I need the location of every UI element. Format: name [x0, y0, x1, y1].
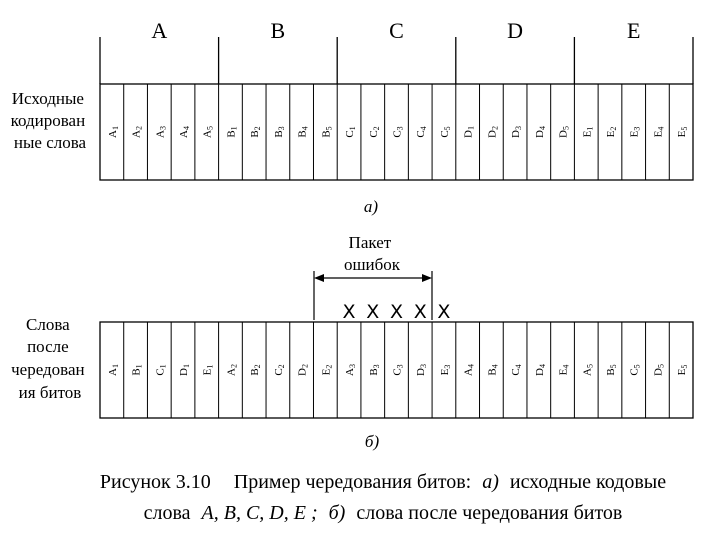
row-a-cell-label	[178, 126, 191, 138]
row-a-cell-label	[320, 126, 333, 137]
row-a-cell-letter: D	[510, 130, 523, 138]
row-a-cell-label	[581, 127, 594, 138]
row-b-cell-index: 3	[371, 364, 381, 369]
row-a-cell-letter: E	[676, 130, 689, 138]
row-b-cell-index: 4	[537, 364, 547, 369]
row-b-cell-letter: A	[462, 368, 475, 376]
row-a-cell-label	[463, 126, 476, 138]
row-a-cell-letter: D	[557, 130, 570, 138]
row-a-cell-letter: C	[391, 130, 404, 138]
row-b-cell-index: 2	[253, 364, 263, 369]
row-b-cell-letter: D	[415, 368, 428, 376]
row-b-cell-letter: E	[320, 368, 333, 376]
row-a-cell-label	[392, 126, 405, 137]
row-b-cell-label	[344, 364, 357, 376]
row-b-cell-letter: B	[130, 368, 143, 376]
caption-text-1a: Пример чередования битов:	[233, 471, 472, 493]
row-b-cell-label	[605, 364, 618, 375]
row-b-label-line1: Слова	[26, 315, 70, 334]
row-a-label-line1: Исходные	[11, 89, 84, 108]
row-a-cell-label	[154, 126, 167, 138]
row-a-cell-letter: A	[201, 130, 214, 138]
row-b-cell-label	[154, 364, 167, 375]
row-b-cell-label	[486, 364, 499, 375]
caption-text-2c: б)	[328, 502, 346, 524]
row-a-cell-index: 5	[205, 126, 215, 131]
row-b-cell-letter: A	[344, 368, 357, 376]
row-b-cell-index: 5	[632, 364, 642, 369]
row-a-cell-letter: A	[106, 130, 119, 138]
row-b-cell-letter: D	[652, 368, 665, 376]
row-b-cell-label	[558, 365, 571, 376]
row-a-cell-index: 1	[585, 126, 595, 131]
row-b-cell-label	[676, 365, 689, 376]
row-a-cell-index: 1	[110, 126, 120, 131]
panel-a	[11, 18, 693, 216]
row-a-cell-index: 3	[632, 126, 642, 131]
row-b-cell-label	[249, 364, 262, 375]
row-a-cell-index: 2	[608, 126, 618, 131]
row-b-cell-letter: D	[296, 368, 309, 376]
error-mark: X	[389, 301, 404, 323]
row-a-cell-index: 3	[395, 126, 405, 131]
row-b-cell-label	[629, 364, 642, 375]
row-b-cell-index: 2	[229, 364, 239, 369]
row-b-cell-index: 4	[466, 364, 476, 369]
error-mark: X	[413, 301, 427, 323]
row-a-cell-label	[676, 127, 689, 138]
row-a-cell-letter: E	[628, 130, 641, 138]
row-a-cell-letter: A	[178, 130, 191, 138]
row-b-cell-letter: A	[106, 368, 119, 376]
row-a-cell-index: 4	[300, 126, 310, 131]
row-a-cell-label	[510, 126, 523, 138]
row-a-cell-index: 1	[229, 126, 239, 131]
row-a-cell-label	[225, 126, 238, 137]
row-b-cell-letter: E	[557, 368, 570, 376]
caption-text-1c: исходные кодовые	[509, 471, 667, 493]
row-b-cell-index: 2	[324, 364, 334, 369]
row-a-cell-index: 2	[371, 126, 381, 131]
row-b-cell-label	[297, 364, 310, 376]
row-b-cell-index: 2	[276, 364, 286, 369]
row-a-cell-index: 1	[466, 126, 476, 131]
panel-b-caption: б)	[364, 432, 380, 451]
row-b-cell-letter: B	[604, 368, 617, 376]
row-a-label-line2: кодирован	[10, 111, 86, 130]
row-b-cell-letter: D	[533, 368, 546, 376]
row-a-cell-letter: B	[225, 130, 238, 138]
row-a-cell-letter: E	[581, 130, 594, 138]
row-a-cell-index: 5	[442, 126, 452, 131]
row-a-cell-letter: B	[249, 130, 262, 138]
row-b-cell-letter: B	[367, 368, 380, 376]
row-b-cell-label	[415, 364, 428, 376]
error-mark: X	[342, 301, 356, 323]
row-b-cell-label	[320, 365, 333, 376]
row-a-cell-index: 4	[182, 126, 192, 131]
row-b-cell-label	[652, 364, 665, 376]
row-a-cell-label	[368, 126, 381, 137]
row-b-cell-index: 5	[608, 364, 618, 369]
row-a-cell-letter: D	[533, 130, 546, 138]
row-b-cell-index: 2	[300, 364, 310, 369]
row-b-cell-letter: D	[178, 368, 191, 376]
row-b-cell-index: 5	[656, 364, 666, 369]
row-a-cell-label	[415, 126, 428, 137]
row-a-cell-index: 3	[158, 126, 168, 131]
row-a-cell-letter: E	[652, 130, 665, 138]
group-letter: A	[151, 18, 168, 43]
row-a-cell-letter: B	[296, 130, 309, 138]
row-a-cell-label	[297, 126, 310, 137]
row-b-cell-letter: B	[486, 368, 499, 376]
row-a-cell-index: 5	[324, 126, 334, 131]
group-letter: E	[626, 18, 641, 43]
row-a-cell-label	[131, 126, 144, 138]
group-letter: C	[389, 18, 404, 43]
row-b-cell-index: 1	[134, 364, 144, 369]
row-b-cell-label	[202, 365, 215, 376]
row-b-cell-label	[273, 364, 286, 375]
row-b-cell-index: 1	[182, 364, 192, 369]
row-b-cell-letter: C	[154, 368, 167, 376]
row-a-cell-label	[107, 126, 120, 138]
row-b-cell-index: 5	[680, 364, 690, 369]
row-b-cell-index: 1	[158, 364, 168, 369]
caption-text-2d: слова после чередования битов	[356, 502, 623, 524]
caption-text-2a: слова	[143, 502, 191, 524]
row-b-cell-letter: C	[272, 368, 285, 376]
row-b-cell-letter: E	[438, 368, 451, 376]
row-b-cell-index: 4	[561, 364, 571, 369]
row-b-cell-label	[534, 364, 547, 376]
burst-label-line2: ошибок	[343, 255, 401, 274]
burst-label	[344, 233, 401, 274]
row-b-cell-label	[392, 364, 405, 375]
row-b-cell-letter: A	[225, 368, 238, 376]
row-b-cell-index: 3	[442, 364, 452, 369]
burst-label-line1: Пакет	[348, 233, 392, 252]
row-a-cell-index: 4	[419, 126, 429, 131]
row-a-cell-letter: E	[604, 130, 617, 138]
row-a-cell-index: 1	[348, 126, 358, 131]
row-a-cell-index: 4	[537, 126, 547, 131]
row-a-cell-index: 5	[561, 126, 571, 131]
row-a-cell-label	[486, 126, 499, 138]
row-a-cell-label	[605, 127, 618, 138]
row-a-cell-index: 3	[514, 126, 524, 131]
group-letter: B	[270, 18, 286, 43]
row-b-cell-label	[368, 364, 381, 375]
row-a-cell-label	[273, 126, 286, 137]
row-a-label-line3: ные слова	[13, 133, 87, 152]
row-a-cell-label	[558, 126, 571, 138]
row-b-cell-letter: E	[676, 368, 689, 376]
row-a-cell-index: 2	[253, 126, 263, 131]
figure-caption-line1	[100, 471, 666, 493]
error-mark: X	[437, 301, 451, 323]
row-b-cell-letter: C	[391, 368, 404, 376]
row-a-cell-letter: C	[344, 130, 357, 138]
row-a-cell-label	[534, 126, 547, 138]
row-a-cell-letter: C	[367, 130, 380, 138]
row-a-cell-letter: D	[486, 130, 499, 138]
row-b-cell-index: 4	[514, 364, 524, 369]
row-b-cell-index: 3	[395, 364, 405, 369]
row-b-cell-index: 3	[348, 364, 358, 369]
row-a-cell-letter: D	[462, 130, 475, 138]
group-letter: D	[507, 18, 524, 43]
row-a-cell-index: 2	[490, 126, 500, 131]
row-a-cell-label	[344, 126, 357, 137]
row-b-cell-label	[510, 364, 523, 375]
row-b-cell-label	[439, 365, 452, 376]
figure-caption-line2	[144, 502, 623, 524]
row-a-cell-letter: B	[272, 130, 285, 138]
row-b-cell-index: 5	[585, 364, 595, 369]
panel-a-caption: a)	[363, 197, 379, 216]
row-b-cell-index: 1	[110, 364, 120, 369]
row-a-cell-label	[249, 126, 262, 137]
caption-text-1b: а)	[482, 471, 499, 493]
row-a-cell-letter: C	[438, 130, 451, 138]
row-a-cell-letter: C	[415, 130, 428, 138]
row-b-cell-label	[581, 364, 594, 376]
row-a-cell-label	[202, 126, 215, 138]
row-b-cell-index: 1	[205, 364, 215, 369]
figure-number: Рисунок 3.10	[99, 471, 211, 493]
row-b-cell-label	[131, 364, 144, 375]
row-b-cell-letter: A	[581, 368, 594, 376]
row-a-cell-index: 5	[680, 126, 690, 131]
row-b-cell-label	[107, 364, 120, 376]
row-a-cell-index: 2	[134, 126, 144, 131]
row-a-cell-label	[439, 126, 452, 137]
row-b-label	[11, 315, 89, 402]
row-a-cell-label	[629, 127, 642, 138]
row-a-cell-index: 3	[276, 126, 286, 131]
row-a-cell-letter: A	[154, 130, 167, 138]
row-b-cell-label	[463, 364, 476, 376]
row-a-cell-index: 4	[656, 126, 666, 131]
row-b-cell-index: 3	[419, 364, 429, 369]
row-b-label-line3: чередован	[11, 360, 85, 379]
error-mark: X	[366, 301, 380, 323]
row-b-label-line4: ия битов	[18, 383, 82, 402]
row-b-cell-letter: E	[201, 368, 214, 376]
row-b-cell-letter: C	[628, 368, 641, 376]
row-b-cell-letter: C	[510, 368, 523, 376]
panel-b	[11, 233, 693, 451]
caption-text-2b: A, B, C, D, E ;	[201, 502, 318, 524]
row-a-cell-label	[652, 127, 665, 138]
row-b-cell-label	[225, 364, 238, 376]
row-a-cell-letter: A	[130, 130, 143, 138]
row-a-label	[11, 89, 90, 152]
row-b-cell-index: 4	[490, 364, 500, 369]
row-b-cell-label	[178, 364, 191, 376]
row-b-cell-letter: B	[249, 368, 262, 376]
row-b-label-line2: после	[27, 337, 69, 356]
row-a-cell-letter: B	[320, 130, 333, 138]
